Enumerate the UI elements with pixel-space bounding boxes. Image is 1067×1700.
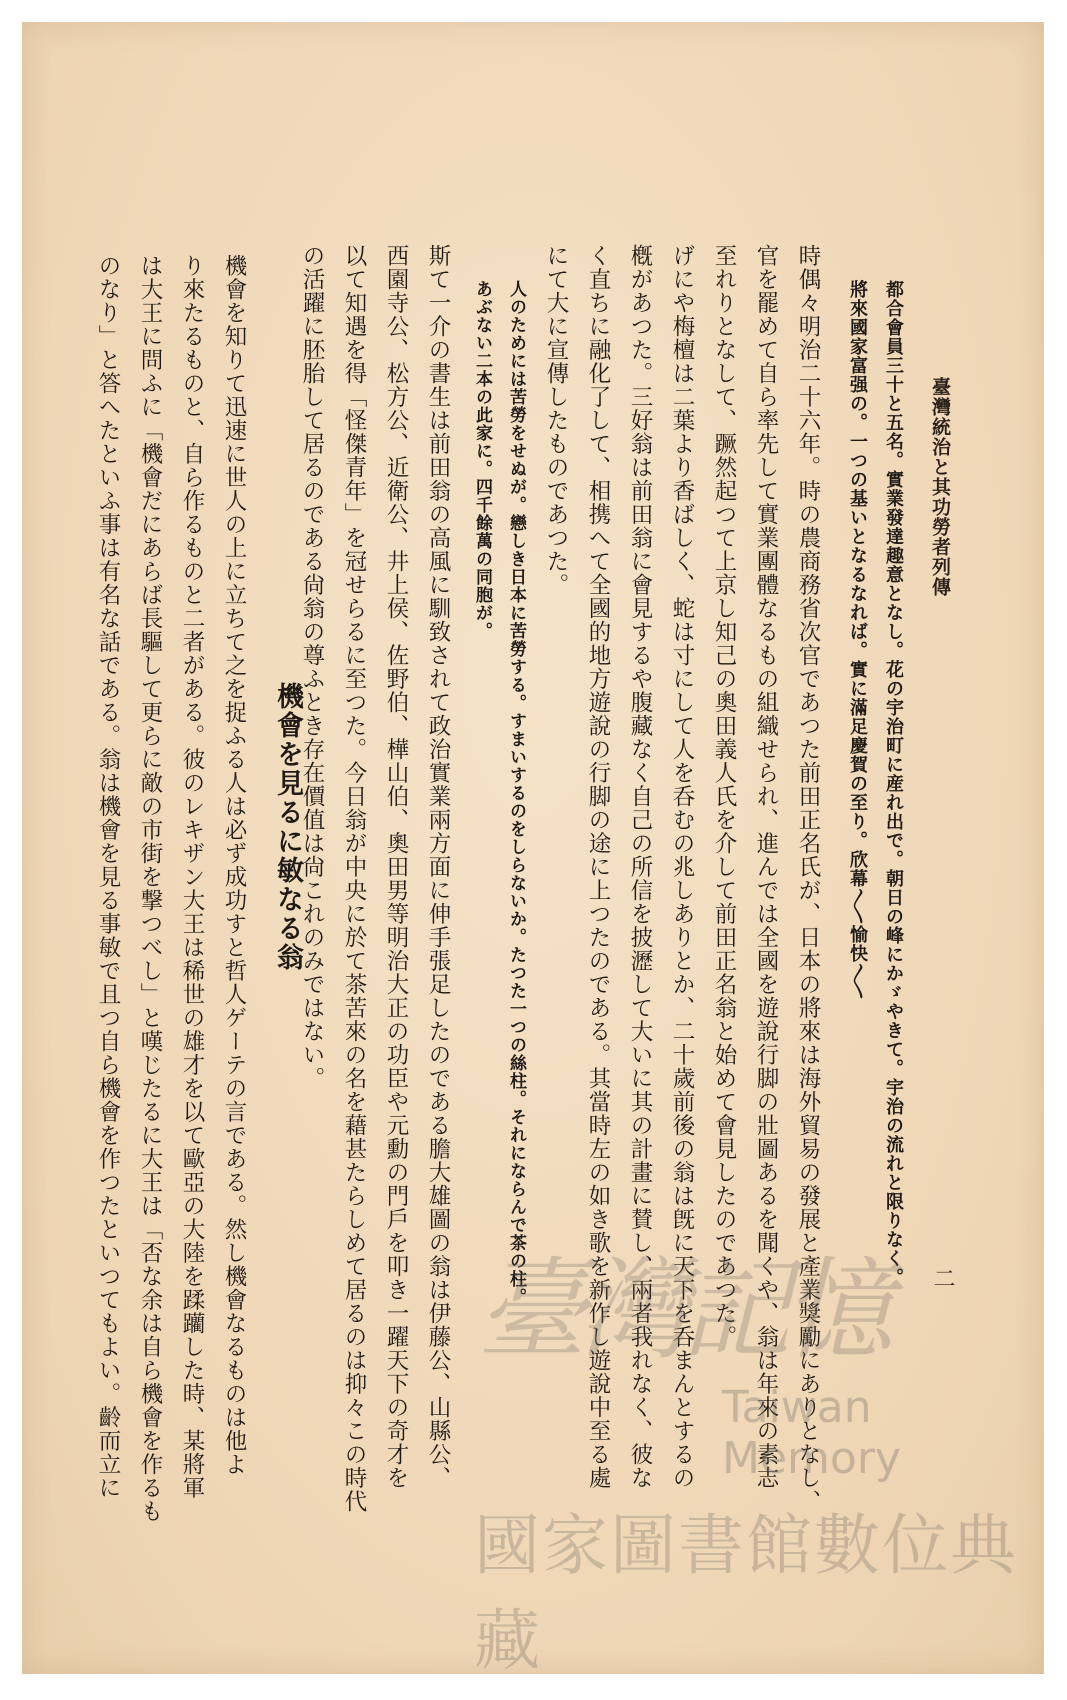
body-line: 西園寺公、松方公、近衛公、井上侯、佐野伯、樺山伯、奧田男等明治大正の功臣や元勳の門戶を叩き一躍天下の奇才を xyxy=(383,244,409,1490)
body-line: げにや梅檀は二葉より香ばしく、蛇は寸にして人を呑むの兆しありとか、二十歲前後の翁は旣に天下を呑まんとするの xyxy=(669,244,695,1490)
song-line: 都合會員三十と五名。實業發達趣意となし。花の宇治町に産れ出で。朝日の峰にかゞやきて。宇治の流れと限りなく。 xyxy=(883,280,904,1287)
watermark-chinese: 國家圖書館數位典藏 xyxy=(474,1507,1018,1674)
section-heading: 機會を見るに敏なる翁 xyxy=(272,682,303,972)
poem-line: あぶない二本の此家に。四千餘萬の同胞が。 xyxy=(472,280,492,640)
page-number: 二 xyxy=(930,1267,955,1289)
body-line: く直ちに融化了して、相携へて全國的地方遊說の行脚の途に上つたのである。其當時左の如き歌を新作し遊說中至る處 xyxy=(585,244,611,1490)
poem-line: 人のためには苦勞をせぬが。戀しき日本に苦勞する。すまいするのをしらないか。たつた一つの絲柱。それにならんで茶の柱。 xyxy=(506,280,526,1306)
running-header: 臺灣統治と其功勞者列傳 xyxy=(929,377,951,597)
body-line: 官を罷めて自ら率先して實業團體なるもの組織せられ、進んでは全國を遊說行脚の壯圖あるを聞くや、翁は年來の素志 xyxy=(753,244,779,1490)
body-line: の活躍に胚胎して居るのである尙翁の尊ふとき存在價值は尙これのみではない。 xyxy=(299,244,325,1090)
song-line: 將來國家富强の。一つの基いとなるなれば。實に滿足慶賀の至り。欣幕〳〵愉快〳〵 xyxy=(847,280,868,1000)
watermark-english: Taiwan Memory xyxy=(722,1382,901,1484)
section-line: のなり」と答へたといふ事は有名な話である。翁は機會を見る事敏で且つ自ら機會を作つたといつてもよい。齡而立に xyxy=(95,254,121,1500)
body-line: 斯て一介の書生は前田翁の高風に馴致されて政治實業兩方面に伸手張足したのである膽大雄圖の翁は伊藤公、山縣公、 xyxy=(425,244,451,1490)
body-line: にて大に宣傳したものであつた。 xyxy=(543,244,569,597)
body-line: 槪があつた。三好翁は前田翁に會見するや腹藏なく自己の所信を披瀝して大いに其の計畫に賛し、兩者我れなく、彼な xyxy=(627,244,653,1490)
scanned-page xyxy=(22,22,1044,1674)
body-line: 以て知遇を得「怪傑青年」を冠せらるに至つた。今日翁が中央に於て茶苦來の名を藉甚たらしめて居るのは抑々この時代 xyxy=(341,244,367,1513)
section-line: り來たるものと、自ら作るものと二者がある。彼のレキザン大王は稀世の雄才を以て歐亞の大陸を蹂躪した時、某將軍 xyxy=(179,254,205,1500)
watermark-logo: 臺灣記憶 xyxy=(477,1246,885,1374)
section-line: は大王に問ふに「機會だにあらば長驅して更らに敵の市街を撃つべし」と嘆じたるに大王は「否な余は自ら機會を作るも xyxy=(137,254,163,1523)
body-line: 時偶々明治二十六年。時の農商務省次官であつた前田正名氏が、日本の將來は海外貿易の發展と產業獎勵にありとなし、 xyxy=(795,244,821,1513)
section-line: 機會を知りて迅速に世人の上に立ちて之を捉ふる人は必ず成功すと哲人ゲーテの言である。然し機會なるものは他よ xyxy=(221,254,247,1476)
body-line: 至れりとなして、蹶然起つて上京し知己の奧田義人氏を介して前田正名翁と始めて會見したのであつた。 xyxy=(711,244,737,1349)
